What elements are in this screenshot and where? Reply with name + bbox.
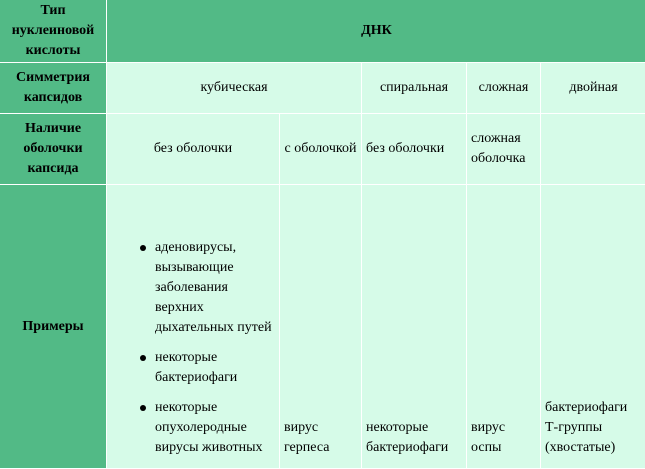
examples-header: Примеры [0,185,107,469]
envelope-complex-cell: сложная оболочка [467,114,541,185]
capsid-symmetry-header: Симметрия капсидов [0,63,107,114]
examples-t-phages-cell: бактериофаги Т-группы (хвостатые) [541,185,645,469]
list-item: некоторые бактериофаги [155,348,275,388]
examples-smallpox-cell: вирус оспы [467,185,541,469]
list-item: некоторые опухолеродные вирусы животных [155,398,275,458]
symmetry-complex-cell: сложная [467,63,541,114]
envelope-with-cell: с оболочкой [280,114,362,185]
nucleic-acid-type-header: Тип нуклеиновой кислоты [0,0,107,63]
row-capsid-envelope [0,114,645,185]
envelope-without-cell-2: без оболочки [362,114,467,185]
envelope-double-empty-cell [541,114,645,185]
examples-herpes-cell: вирус герпеса [280,185,362,469]
row-capsid-symmetry [0,63,645,114]
dna-header: ДНК [107,0,645,63]
row-examples [0,185,645,469]
row-nucleic-acid-type [0,0,645,63]
examples-bacteriophages-cell: некоторые бактериофаги [362,185,467,469]
examples-cubic-list [111,238,275,458]
capsid-envelope-header: Наличие оболочки капсида [0,114,107,185]
symmetry-double-cell: двойная [541,63,645,114]
examples-cubic-cell [107,185,280,469]
symmetry-cubic-cell: кубическая [107,63,362,114]
symmetry-spiral-cell: спиральная [362,63,467,114]
list-item: аденовирусы, вызывающие заболевания верхних дыхательных путей [155,238,275,338]
envelope-without-cell-1: без оболочки [107,114,280,185]
